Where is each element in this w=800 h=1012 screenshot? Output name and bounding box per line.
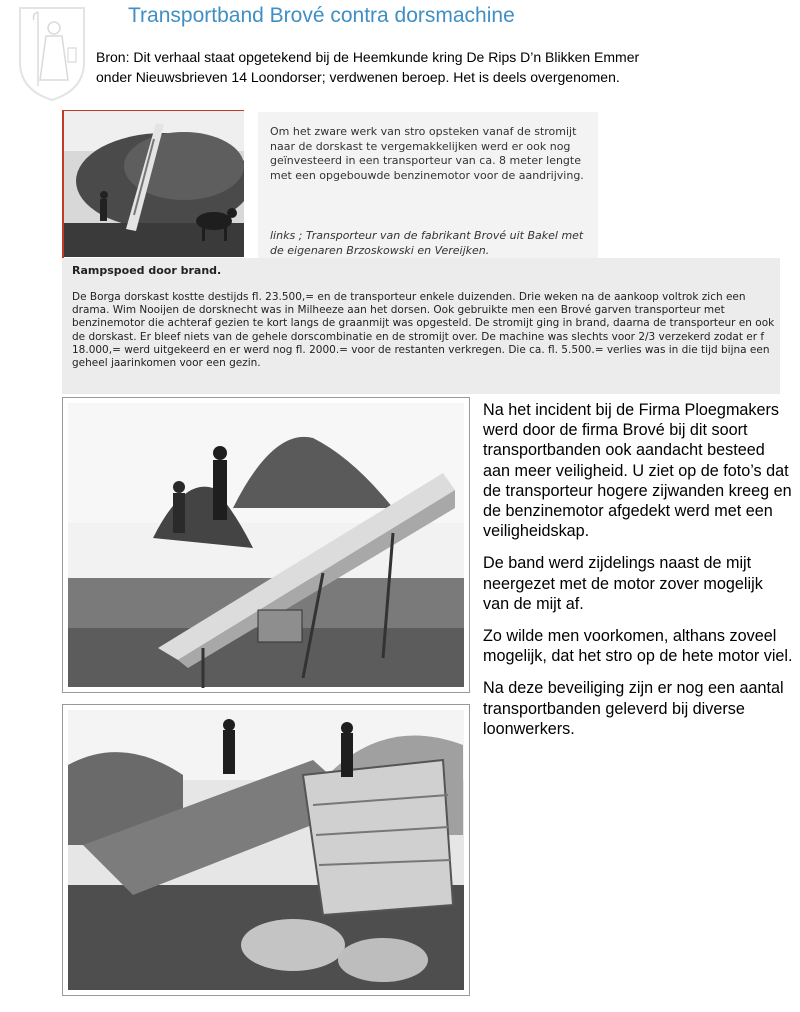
side-paragraph: De band werd zijdelings naast de mijt neergezet met de motor zover mogelijk van de mijt af. [483,554,763,613]
photo-conveyor-safety-hood [62,704,470,996]
photo-transporteur-horse [62,110,244,258]
side-text [483,400,793,751]
side-paragraph: Na deze beveiliging zijn er nog een aantal transportbanden geleverd bij diverse loonwerkers. [483,679,784,738]
rampspoed-heading: Rampspoed door brand. [72,264,222,277]
intro-text: Om het zware werk van stro opsteken vanaf de stromijt naar de dorskast te vergemakkelijken werd er ook nog geïnvesteerd in een transporteur van ca. 8 meter lengte met een opgebouwde benzinemotor voor de aandrijving. [270,125,584,182]
photo-conveyor-belt [62,397,470,693]
side-paragraph: Zo wilde men voorkomen, althans zoveel mogelijk, dat het stro op de hete motor viel. [483,627,793,666]
coat-of-arms-icon [14,2,90,102]
photo-caption: links ; Transporteur van de fabrikant Brové uit Bakel met de eigenaren Brzoskowski en Vereijken. [270,229,584,257]
rampspoed-body: De Borga dorskast kostte destijds fl. 23.500,= en de transporteur enkele duizenden. Drie weken na de aankoop voltrok zich een drama. Wim Nooijen de dorsknecht was in Milheeze aan het dorsen. Ook gebruikte men een Brové garven transporteur met benzinemotor die achteraf gezien te kort langs de graanmijt was opgesteld. De stromijt ging in brand, daarna de transporteur en ook de dorskast. Er bleef niets van de gehele dorscombinatie en de stromijt over. De machine was slechts voor 2/3 verzekerd zodat er f 18.000,= werd uitgekeerd en er werd nog fl. 2000.= voor de restanten verkregen. Die ca. fl. 5.500.= verlies was in die tijd bijna een geheel jaarinkomen voor een gezin. [72,291,775,370]
page-title: Transportband Brové contra dorsmachine [128,4,515,27]
side-paragraph: Na het incident bij de Firma Ploegmakers werd door de firma Brové bij dit soort transportbanden ook aandacht besteed aan meer veiligheid. U ziet op de foto’s dat de transporteur hogere zijwanden kreeg en de benzinemotor afgedekt werd met een veiligheidskap. [483,401,792,541]
source-note: Bron: Dit verhaal staat opgetekend bij de Heemkunde kring De Rips D’n Blikken Emmer onder Nieuwsbrieven 14 Loondorser; verdwenen beroep. Het is deels overgenomen. [96,49,640,85]
